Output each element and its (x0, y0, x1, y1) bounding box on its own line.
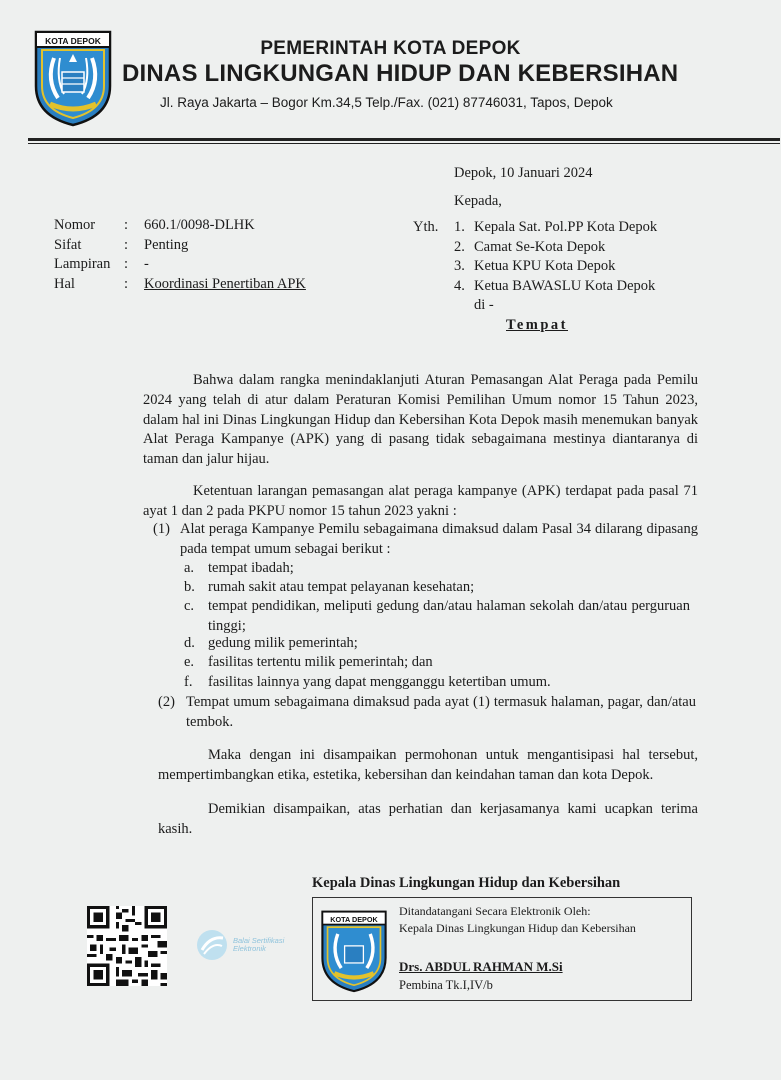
kota-depok-logo-small (319, 908, 389, 994)
subitem-letter: a. (184, 560, 195, 576)
recipient-item: 2. Camat Se-Kota Depok (454, 238, 606, 255)
letter-meta (54, 216, 306, 294)
body-paragraph-4: Demikian disampaikan, atas perhatian dan kerjasamanya kami ucapkan terima kasih. (158, 801, 698, 837)
subitem-text: fasilitas lainnya yang dapat mengganggu ketertiban umum. (208, 674, 551, 690)
article-item-2: Tempat umum sebagaimana dimaksud pada ayat (1) termasuk halaman, pagar, dan/atau tembok. (186, 694, 696, 730)
subitem-text: tempat ibadah; (208, 560, 294, 576)
subitem-text: tempat pendidikan, meliputi gedung dan/atau halaman sekolah dan/atau perguruan tinggi; (208, 598, 690, 634)
signed-by-label: Ditandatangani Secara Elektronik Oleh: (399, 904, 591, 918)
qr-code-icon (87, 906, 167, 986)
body-paragraph-3: Maka dengan ini disampaikan permohonan untuk mengantisipasi hal tersebut, mempertimbangkan etika, estetika, kebersihan dan keindahan taman dan kota Depok. (158, 747, 698, 783)
logo-text: KOTA DEPOK (45, 36, 101, 46)
yth-label: Yth. (413, 219, 439, 235)
recipient-item: 1. Kepala Sat. Pol.PP Kota Depok (454, 219, 658, 235)
bsre-label: Balai Sertifikasi Elektronik (233, 935, 285, 953)
di-label: di - (474, 297, 494, 313)
subitem-letter: c. (184, 598, 195, 614)
bsre-icon (195, 928, 229, 962)
letterhead-rule-thick (28, 138, 780, 141)
department-name: DINAS LINGKUNGAN HIDUP DAN KEBERSIHAN (122, 60, 679, 87)
subitem-text: rumah sakit atau tempat pelayanan kesehatan; (208, 579, 475, 595)
letter-date: Depok, 10 Januari 2024 (454, 165, 593, 181)
meta-row-hal: Hal : Koordinasi Penertiban APK (54, 275, 306, 292)
electronic-signature-box (312, 897, 692, 1001)
recipient-list (454, 218, 657, 296)
to-label: Kepada, (454, 193, 502, 209)
letterhead-rule-thin (28, 143, 780, 144)
meta-row-nomor: Nomor : 660.1/0098-DLHK (54, 217, 255, 233)
signer-rank: Pembina Tk.I,IV/b (399, 978, 493, 992)
signer-position: Kepala Dinas Lingkungan Hidup dan Kebersihan (399, 921, 636, 935)
article-item-1: Alat peraga Kampanye Pemilu sebagaimana dimaksud dalam Pasal 34 dilarang dipasang pada tempat umum sebagai berikut : (180, 521, 698, 557)
signature-title: Kepala Dinas Lingkungan Hidup dan Kebersihan (312, 875, 621, 891)
recipient-item: 4. Ketua BAWASLU Kota Depok (454, 277, 656, 294)
subitem-letter: e. (184, 654, 195, 670)
meta-row-lampiran: Lampiran : - (54, 256, 149, 272)
body-paragraph-1: Bahwa dalam rangka menindaklanjuti Aturan Pemasangan Alat Peraga pada Pemilu 2024 yang telah di atur dalam Peraturan Komisi Pemilihan Umum nomor 15 Tahun 2023, dalam hal ini Dinas Lingkungan Hidup dan Kebersihan Kota Depok masih menemukan banyak Alat Peraga Kampanye (APK) yang di pasang tidak sebagaimana mestinya diantaranya di taman dan jalur hijau. (143, 372, 698, 468)
subitem-letter: b. (184, 579, 195, 595)
subitem-letter: f. (184, 674, 193, 690)
recipient-item: 3. Ketua KPU Kota Depok (454, 258, 616, 274)
body-paragraph-2: Ketentuan larangan pemasangan alat peraga kampanye (APK) terdapat pada pasal 71 ayat 1 dan 2 pada PKPU nomor 15 tahun 2023 yakni : (143, 483, 698, 519)
bsre-mark (195, 928, 289, 962)
subitem-text: gedung milik pemerintah; (208, 635, 358, 651)
subitem-letter: d. (184, 635, 195, 651)
article-number-2: (2) (158, 694, 175, 710)
meta-row-sifat: Sifat : Penting (54, 236, 189, 253)
subitem-text: fasilitas tertentu milik pemerintah; dan (208, 654, 433, 670)
government-name: PEMERINTAH KOTA DEPOK (260, 38, 521, 59)
tempat-label: Tempat (506, 317, 568, 333)
logo-text: KOTA DEPOK (330, 914, 378, 924)
signer-name: Drs. ABDUL RAHMAN M.Si (399, 959, 563, 974)
department-address: Jl. Raya Jakarta – Bogor Km.34,5 Telp./Fax. (021) 87746031, Tapos, Depok (160, 95, 613, 110)
article-number-1: (1) (153, 521, 170, 537)
